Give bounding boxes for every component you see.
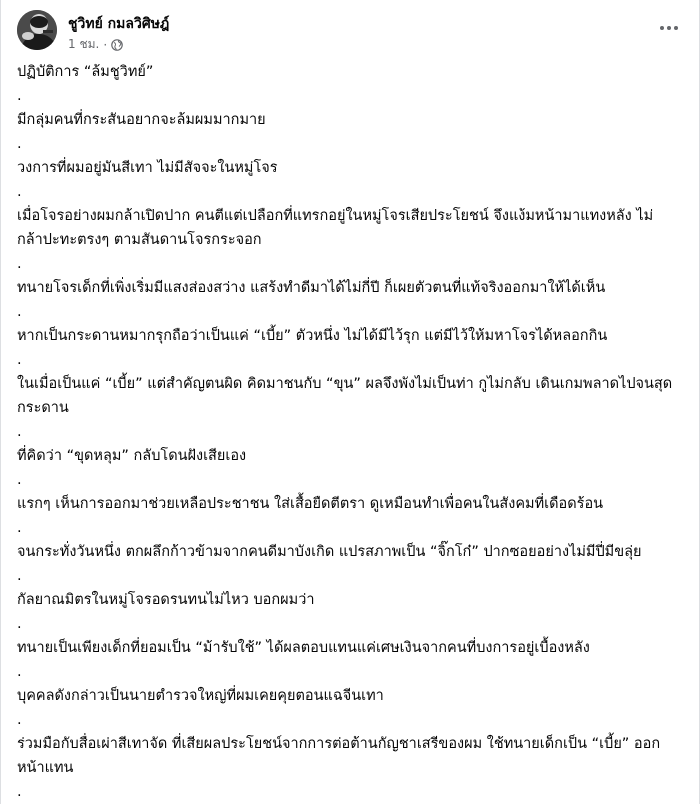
post-meta [68, 35, 123, 54]
separator-dot: . [17, 424, 22, 440]
author-name[interactable]: ชูวิทย์ กมลวิศิษฎ์ [68, 16, 170, 32]
separator-dot: . [17, 664, 22, 680]
separator-dot: . [17, 784, 22, 800]
separator-dot: . [17, 616, 22, 632]
paragraph: บุคคลดังกล่าวเป็นนายตำรวจใหญ่ที่ผมเคยคุยตอนแฉจีนเทา [17, 688, 384, 704]
separator-dot: . [17, 304, 22, 320]
paragraph: กัลยาณมิตรในหมู่โจรอดรนทนไม่ไหว บอกผมว่า [17, 592, 315, 608]
separator-dot: . [17, 520, 22, 536]
paragraph: เมื่อโจรอย่างผมกล้าเปิดปาก คนตีแต่เปลือกที่แทรกอยู่ในหมู่โจรเสียประโยชน์ จึงแง้มหน้ามาแทงหลัง ไม่ กล้าปะทะตรงๆ ตามสันดานโจรกระจอก [17, 208, 654, 248]
separator-dot: . [17, 568, 22, 584]
separator-dot: . [17, 184, 22, 200]
paragraph: มีกลุ่มคนที่กระสันอยากจะล้มผมมากมาย [17, 112, 266, 128]
avatar[interactable] [17, 10, 57, 50]
paragraph: จนกระทั่งวันหนึ่ง ตกผลึกก้าวข้ามจากคนดีมาบังเกิด แปรสภาพเป็น “จิ๊กโก๋” ปากซอยอย่างไม่มีปี่มีขลุ่ย [17, 544, 642, 560]
post-time[interactable]: 1 ชม. [68, 37, 100, 51]
separator-dot: . [17, 352, 22, 368]
separator-dot: . [17, 472, 22, 488]
meta-separator: · [103, 37, 108, 52]
paragraph: ร่วมมือกับสื่อเผ่าสีเทาจัด ที่เสียผลประโยชน์จากการต่อต้านกัญชาเสรีของผม ใช้ทนายเด็กเป็น “เบี้ย” ออก หน้าแทน [17, 736, 661, 776]
paragraph: ทนายโจรเด็กที่เพิ่งเริ่มมีแสงส่องสว่าง แสร้งทำดีมาได้ไม่กี่ปี ก็เผยตัวตนที่แท้จริงออกมาให้ได้เห็น [17, 280, 606, 296]
post-header [17, 8, 685, 52]
more-horizontal-icon [659, 25, 679, 31]
paragraph: วงการที่ผมอยู่มันสีเทา ไม่มีสัจจะในหมู่โจร [17, 160, 278, 176]
paragraph: ที่คิดว่า “ขุดหลุม” กลับโดนฝังเสียเอง [17, 448, 247, 464]
separator-dot: . [17, 256, 22, 272]
separator-dot: . [17, 136, 22, 152]
paragraph: ในเมื่อเป็นแค่ “เบี้ย” แต่สำคัญตนผิด คิดมาชนกับ “ขุน” ผลจึงพังไม่เป็นท่า กูไม่กลับ เดินเกมพลาดไปจนสุด กระดาน [17, 376, 673, 416]
post-content [17, 60, 685, 804]
profile-photo [17, 10, 57, 50]
paragraph: แรกๆ เห็นการออกมาช่วยเหลือประชาชน ใส่เสื้อยืดตีตรา ดูเหมือนทำเพื่อคนในสังคมที่เดือดร้อน [17, 496, 604, 512]
separator-dot: . [17, 712, 22, 728]
globe-icon[interactable] [111, 39, 123, 51]
paragraph: หากเป็นกระดานหมากรุกถือว่าเป็นแค่ “เบี้ย” ตัวหนึ่ง ไม่ได้มีไว้รุก แต่มีไว้ให้มหาโจรได้หลอกกิน [17, 328, 608, 344]
separator-dot: . [17, 88, 22, 104]
paragraph: ทนายเป็นเพียงเด็กที่ยอมเป็น “ม้ารับใช้” ได้ผลตอบแทนแค่เศษเงินจากคนที่บงการอยู่เบื้องหลัง [17, 640, 590, 656]
post-title: ปฏิบัติการ “ล้มชูวิทย์” [17, 64, 154, 80]
more-options-button[interactable] [655, 14, 683, 42]
